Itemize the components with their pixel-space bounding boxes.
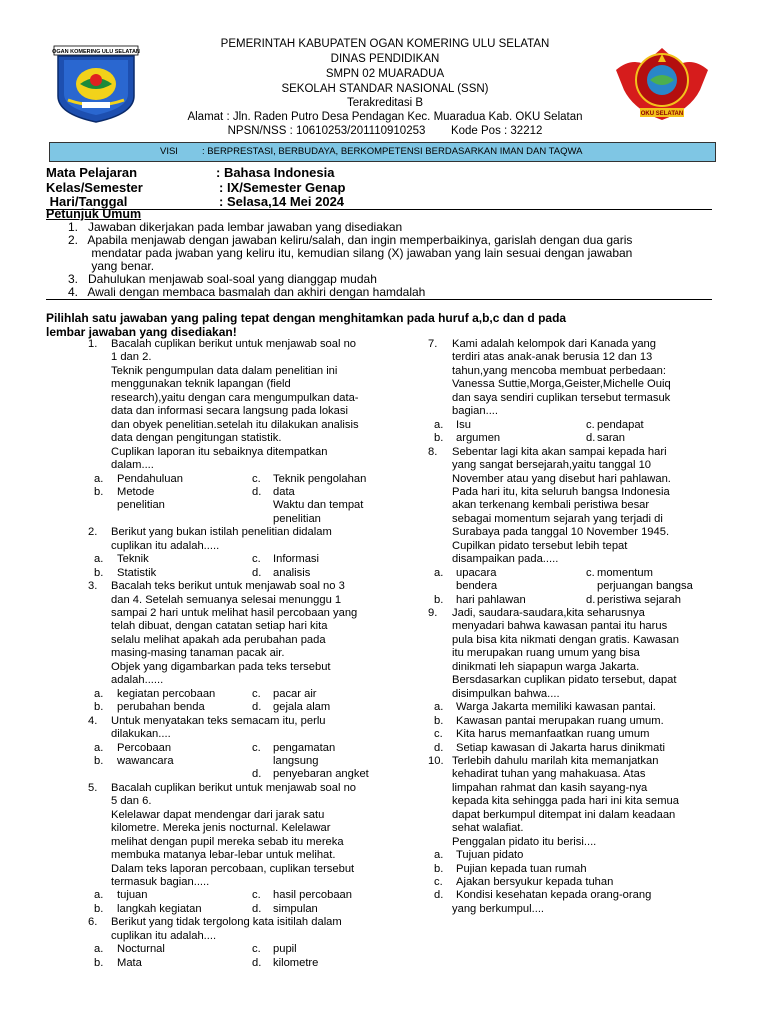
option-letter: c.: [586, 418, 595, 431]
question-text: cuplikan itu adalah.....: [111, 539, 220, 552]
instruction-item-2-cont: mendatar pada jwaban yang keliru itu, kemudian silang (X) jawaban yang lain sesuai dengan jawaban: [68, 246, 633, 260]
question-text: disampaikan pada.....: [452, 553, 559, 566]
option-letter: b.: [94, 956, 104, 969]
question-text: Bersdasarkan cuplikan pidato tersebut, dapat: [452, 674, 677, 687]
question-text: dapat berkumpul ditempat ini dalam keadaan: [452, 808, 676, 821]
option-text: momentum: [597, 566, 653, 579]
question-text: Bacalah cuplikan berikut untuk menjawab soal no: [111, 338, 357, 350]
logo-right-text: OKU SELATAN: [640, 111, 684, 117]
question-text: pula bisa kita nikmati dengan gratis. Kawasan: [452, 633, 679, 646]
question-text: adalah......: [111, 674, 164, 687]
option-text: Tujuan pidato: [456, 849, 524, 862]
option-letter: d.: [586, 593, 596, 606]
question-text: Kami adalah kelompok dari Kanada yang: [452, 338, 656, 350]
option-letter: d.: [434, 889, 444, 902]
visi-bar: [49, 142, 716, 162]
option-letter: b.: [434, 432, 444, 445]
option-letter: a.: [434, 701, 444, 714]
question-text: dan saya sendiri cuplikan tersebut termasuk: [452, 391, 671, 404]
option-text: hasil percobaan: [273, 889, 352, 902]
header-line-dept: DINAS PENDIDIKAN: [330, 53, 440, 65]
option-text: gejala alam: [273, 701, 331, 714]
option-text: Pujian kepada tuan rumah: [456, 862, 587, 875]
instructions-title: Petunjuk Umum: [46, 207, 142, 221]
question-text: Untuk menyatakan teks semacam itu, perlu: [111, 714, 326, 727]
option-text: peristiwa sejarah: [597, 593, 681, 606]
meta-divider: [46, 209, 712, 210]
option-letter: a.: [94, 553, 104, 566]
option-letter: c.: [252, 553, 261, 566]
option-text: langkah kegiatan: [117, 902, 202, 915]
option-letter: b.: [94, 485, 104, 498]
option-letter: a.: [94, 472, 104, 485]
option-letter: d.: [252, 902, 262, 915]
option-text: Isu: [456, 418, 471, 431]
header-line-npsn: NPSN/NSS : 10610253/201110910253 Kode Pos : 32212: [227, 125, 543, 137]
school-emblem-logo: [610, 40, 714, 124]
question-text: sehat walafiat.: [452, 822, 524, 835]
option-text: langsung: [273, 754, 319, 767]
instruction-item-3: 3. Dahulukan menjawab soal-soal yang dianggap mudah: [68, 272, 377, 286]
question-text: itu merupakan ruang umum yang bisa: [452, 647, 640, 660]
option-letter: d.: [252, 701, 262, 714]
option-letter: d.: [252, 566, 262, 579]
question-number: 2.: [88, 526, 98, 539]
option-text: hari pahlawan: [456, 593, 526, 606]
question-number: 8.: [428, 445, 438, 458]
option-letter: a.: [94, 741, 104, 754]
answer-instruction: [46, 311, 566, 339]
question-text: dan 4. Setelah semuanya selesai menunggu 1: [111, 593, 342, 606]
question-text: bagian....: [452, 405, 499, 418]
meta-label-date: Hari/Tanggal: [46, 194, 128, 209]
option-text: penelitian: [117, 499, 165, 512]
option-text: Kawasan pantai merupakan ruang umum.: [456, 714, 664, 727]
question-number: 10.: [428, 754, 444, 767]
question-text: sebagai momentum sejarah yang terjadi di: [452, 512, 663, 525]
option-text: data: [273, 485, 295, 498]
option-text: argumen: [456, 432, 501, 445]
option-text: tujuan: [117, 889, 148, 902]
question-text: disimpulkan bahwa....: [452, 687, 560, 700]
option-text: Nocturnal: [117, 943, 165, 956]
option-text: Kondisi kesehatan kepada orang-orang: [456, 889, 652, 902]
question-text: selalu melihat apakah ada perubahan pada: [111, 633, 326, 646]
question-text: cuplikan itu adalah....: [111, 929, 217, 942]
question-text: akan terkenang kembali peristiwa besar: [452, 499, 650, 512]
visi-text: : BERPRESTASI, BERBUDAYA, BERKOMPETENSI BERDASARKAN IMAN DAN TAQWA: [202, 146, 583, 157]
option-text: Percobaan: [117, 741, 172, 754]
question-text: telah dibuat, dengan catatan setiap hari kita: [111, 620, 328, 633]
option-text: Informasi: [273, 553, 320, 566]
option-letter: c.: [586, 566, 595, 579]
option-text: penelitian: [273, 512, 321, 525]
question-text: Berikut yang bukan istilah penelitian didalam: [111, 526, 332, 539]
answer-instruction-line-2: lembar jawaban yang disediakan!: [46, 325, 237, 339]
option-text: perjuangan bangsa: [597, 580, 693, 593]
question-number: 9.: [428, 607, 438, 619]
option-letter: a.: [434, 566, 444, 579]
option-text: perubahan benda: [117, 701, 205, 714]
option-letter: c.: [252, 889, 261, 902]
question-text: kilometre. Mereka jenis nocturnal. Kelelawar: [111, 822, 331, 835]
option-text: Statistik: [117, 566, 157, 579]
option-letter: b.: [434, 862, 444, 875]
option-text: saran: [597, 432, 625, 445]
question-text: terdiri atas anak-anak berusia 12 dan 13: [452, 351, 653, 364]
option-letter: b.: [94, 566, 104, 579]
option-text: pengamatan: [273, 741, 336, 754]
option-text: penyebaran angket: [273, 768, 369, 781]
option-text: Ajakan bersyukur kepada tuhan: [456, 876, 614, 888]
option-letter: b.: [434, 714, 444, 727]
option-text: pendapat: [597, 418, 644, 431]
meta-value-subject: : Bahasa Indonesia: [216, 165, 335, 180]
question-text: masing-masing tanaman pacak air.: [111, 647, 285, 660]
instruction-item-2-cont2: yang benar.: [68, 259, 155, 273]
option-text: bendera: [456, 580, 498, 593]
question-text: kepada kita sehingga pada hari ini kita semua: [452, 795, 680, 808]
district-emblem-logo: [48, 44, 144, 124]
question-text: Bacalah teks berikut untuk menjawab soal no 3: [111, 580, 345, 593]
question-text: kehadirat tuhan yang mahakuasa. Atas: [452, 768, 646, 781]
question-number: 4.: [88, 714, 98, 727]
question-text: Cupilkan pidato tersebut lebih tepat: [452, 539, 628, 552]
question-text: Sebentar lagi kita akan sampai kepada hari: [452, 445, 667, 458]
instructions-divider: [46, 299, 712, 300]
question-text: dan obyek penelitian.setelah itu dilakukan analisis: [111, 418, 359, 431]
question-text: dalam....: [111, 459, 154, 472]
option-text: upacara: [456, 566, 497, 579]
option-text: wawancara: [117, 754, 174, 767]
option-letter: b.: [94, 701, 104, 714]
option-letter: d.: [252, 485, 262, 498]
question-text: yang sangat bersejarah,yaitu tanggal 10: [452, 459, 652, 472]
option-text: analisis: [273, 566, 311, 579]
option-text: Metode: [117, 485, 155, 498]
question-text: sampai 2 hari untuk melihat hasil percobaan yang: [111, 607, 358, 619]
header-line-govt: PEMERINTAH KABUPATEN OGAN KOMERING ULU SELATAN: [220, 38, 550, 50]
option-text: kilometre: [273, 956, 319, 969]
option-text: Waktu dan tempat: [273, 499, 364, 512]
instruction-item-4: 4. Awali dengan membaca basmalah dan akhiri dengan hamdalah: [68, 285, 426, 299]
option-letter: d.: [434, 741, 444, 754]
question-text: November atau yang disebut hari pahlawan.: [452, 472, 671, 485]
option-text: pupil: [273, 943, 297, 956]
question-text: 5 dan 6.: [111, 795, 152, 808]
question-number: 5.: [88, 781, 98, 794]
meta-value-date: : Selasa,14 Mei 2024: [219, 194, 345, 209]
option-letter: d.: [252, 768, 262, 781]
option-text: Mata: [117, 956, 142, 969]
option-text: kegiatan percobaan: [117, 687, 216, 700]
question-text: data dan informasi secara langsung pada lokasi: [111, 405, 348, 418]
question-text: Berikut yang tidak tergolong kata isitilah dalam: [111, 916, 342, 929]
question-text: Penggalan pidato itu berisi....: [452, 835, 597, 848]
option-letter: c.: [434, 876, 443, 888]
logo-left-text: OGAN KOMERING ULU SELATAN: [52, 49, 140, 55]
option-letter: b.: [434, 593, 444, 606]
question-text: dinikmati leh siapapun warga Jakarta.: [452, 660, 640, 673]
instruction-item-1: 1. Jawaban dikerjakan pada lembar jawaban yang disediakan: [68, 220, 403, 234]
question-text: Pada hari itu, kita seluruh bangsa Indonesia: [452, 485, 670, 498]
meta-label-class: Kelas/Semester: [46, 180, 143, 195]
question-text: Objek yang digambarkan pada teks tersebut: [111, 660, 331, 673]
question-text: menyadari bahwa kawasan pantai itu harus: [452, 620, 668, 633]
question-text: melihat dengan pupil mereka sebab itu mereka: [111, 835, 344, 848]
question-text: Vanessa Suttie,Morga,Geister,Michelle Ouiq: [452, 378, 671, 391]
option-text: simpulan: [273, 902, 318, 915]
question-text: dilakukan....: [111, 728, 171, 741]
visi-label: VISI: [160, 146, 178, 157]
question-text: yang berkumpul....: [452, 902, 545, 915]
option-letter: c.: [434, 728, 443, 741]
option-text: Setiap kawasan di Jakarta harus dinikmati: [456, 741, 665, 754]
option-letter: a.: [94, 889, 104, 902]
header-line-school: SMPN 02 MUARADUA: [325, 68, 445, 80]
question-text: research),yaitu dengan cara mengumpulkan data-: [111, 391, 359, 404]
header-line-address: Alamat : Jln. Raden Putro Desa Pendagan Kec. Muaradua Kab. OKU Selatan: [187, 111, 583, 123]
header-line-ssn: SEKOLAH STANDAR NASIONAL (SSN): [281, 83, 489, 95]
question-text: Surabaya pada tanggal 10 November 1945.: [452, 526, 670, 539]
question-text: tahun,yang mencoba membuat perbedaan:: [452, 364, 666, 377]
question-text: limpahan rahmat dan kasih sayang-nya: [452, 781, 648, 794]
question-text: Bacalah cuplikan berikut untuk menjawab soal no: [111, 781, 357, 794]
question-text: Cuplikan laporan itu sebaiknya ditempatkan: [111, 445, 328, 458]
option-text: pacar air: [273, 687, 317, 700]
question-text: Kelelawar dapat mendengar dari jarak satu: [111, 808, 325, 821]
option-letter: a.: [94, 943, 104, 956]
option-text: Kita harus memanfaatkan ruang umum: [456, 728, 650, 741]
option-text: Warga Jakarta memiliki kawasan pantai.: [456, 701, 656, 714]
question-number: 1.: [88, 338, 98, 350]
option-letter: a.: [434, 849, 444, 862]
question-number: 3.: [88, 580, 98, 593]
option-letter: b.: [94, 754, 104, 767]
option-letter: a.: [94, 687, 104, 700]
option-letter: c.: [252, 472, 261, 485]
option-letter: b.: [94, 902, 104, 915]
meta-value-class: : IX/Semester Genap: [219, 180, 346, 195]
question-text: membuka matanya lebar-lebar untuk melihat.: [111, 849, 336, 862]
option-letter: a.: [434, 418, 444, 431]
option-letter: c.: [252, 943, 261, 956]
header-line-accreditation: Terakreditasi B: [346, 97, 424, 109]
question-text: menggunakan teknik lapangan (field: [111, 378, 291, 391]
question-text: Dalam teks laporan percobaan, cuplikan tersebut: [111, 862, 355, 875]
question-text: 1 dan 2.: [111, 351, 152, 364]
question-text: termasuk bagian.....: [111, 876, 210, 888]
option-letter: c.: [252, 741, 261, 754]
option-letter: c.: [252, 687, 261, 700]
meta-label-subject: Mata Pelajaran: [46, 165, 138, 180]
option-text: Teknik pengolahan: [273, 472, 367, 485]
instruction-item-2: 2. Apabila menjawab dengan jawaban keliru/salah, dan ingin memperbaikinya, garislah dengan dua garis: [68, 233, 633, 247]
option-text: Teknik: [117, 553, 149, 566]
question-text: Terlebih dahulu marilah kita memanjatkan: [452, 754, 659, 767]
question-number: 6.: [88, 916, 98, 929]
question-text: Jadi, saudara-saudara,kita seharusnya: [452, 607, 645, 619]
option-text: Pendahuluan: [117, 472, 183, 485]
question-number: 7.: [428, 338, 438, 350]
question-text: data dengan pengitungan statistik.: [111, 432, 282, 445]
option-letter: d.: [252, 956, 262, 969]
option-letter: d.: [586, 432, 596, 445]
question-text: Teknik pengumpulan data dalam penelitian ini: [111, 364, 338, 377]
answer-instruction-line-1: Pilihlah satu jawaban yang paling tepat dengan menghitamkan pada huruf a,b,c dan d pada: [46, 311, 567, 325]
